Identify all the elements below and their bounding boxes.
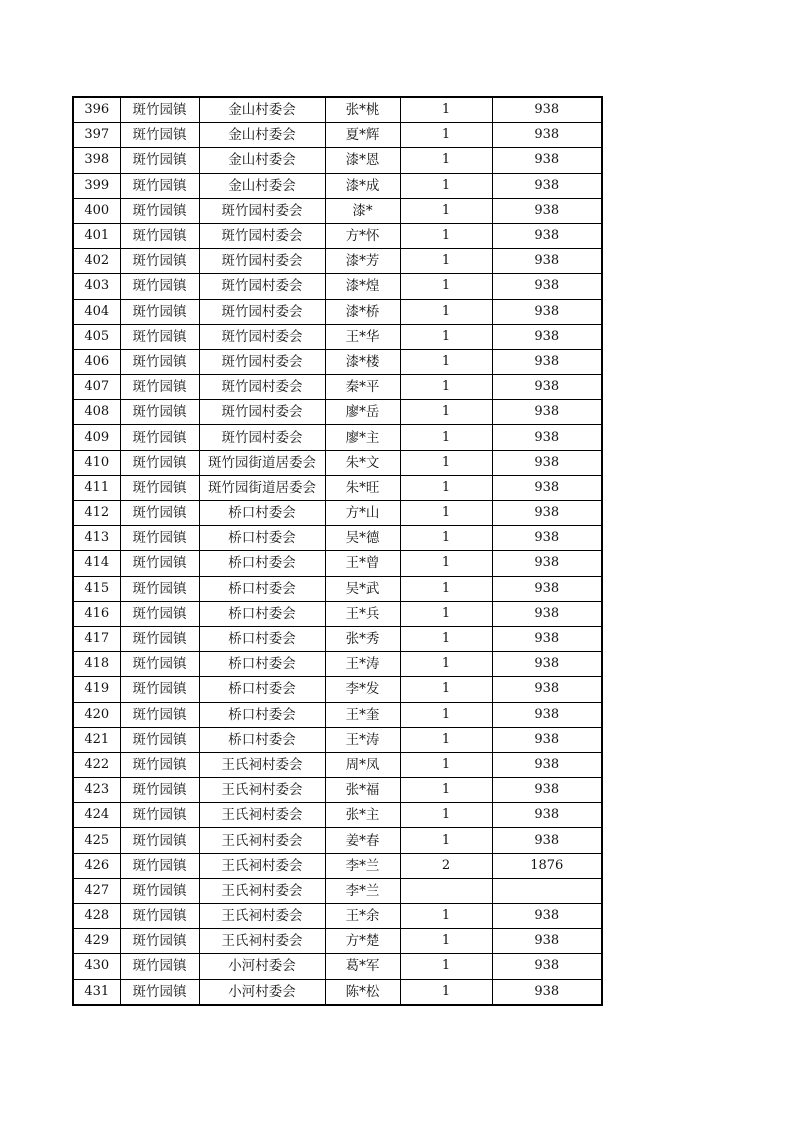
committee-cell: 斑竹园村委会 — [199, 375, 325, 400]
count-cell: 1 — [400, 173, 492, 198]
count-cell: 1 — [400, 123, 492, 148]
amount-cell: 938 — [492, 97, 602, 123]
amount-cell: 938 — [492, 148, 602, 173]
count-cell: 1 — [400, 223, 492, 248]
count-cell: 1 — [400, 904, 492, 929]
amount-cell: 938 — [492, 551, 602, 576]
town-cell: 斑竹园镇 — [120, 878, 199, 903]
name-cell: 漆*桥 — [325, 299, 400, 324]
name-cell: 方*楚 — [325, 929, 400, 954]
row-number-cell: 416 — [73, 601, 120, 626]
amount-cell: 938 — [492, 677, 602, 702]
table-row — [73, 677, 602, 702]
count-cell: 1 — [400, 400, 492, 425]
town-cell: 斑竹园镇 — [120, 727, 199, 752]
committee-cell: 斑竹园村委会 — [199, 299, 325, 324]
town-cell: 斑竹园镇 — [120, 173, 199, 198]
committee-cell: 桥口村委会 — [199, 677, 325, 702]
committee-cell: 王氏祠村委会 — [199, 828, 325, 853]
name-cell: 陈*松 — [325, 979, 400, 1005]
name-cell: 王*华 — [325, 324, 400, 349]
count-cell: 2 — [400, 853, 492, 878]
count-cell: 1 — [400, 752, 492, 777]
town-cell: 斑竹园镇 — [120, 400, 199, 425]
name-cell: 漆*煌 — [325, 274, 400, 299]
town-cell: 斑竹园镇 — [120, 702, 199, 727]
town-cell: 斑竹园镇 — [120, 778, 199, 803]
amount-cell: 938 — [492, 324, 602, 349]
committee-cell: 桥口村委会 — [199, 727, 325, 752]
table-row — [73, 324, 602, 349]
table-row — [73, 526, 602, 551]
town-cell: 斑竹园镇 — [120, 954, 199, 979]
table-row — [73, 501, 602, 526]
table-row — [73, 551, 602, 576]
town-cell: 斑竹园镇 — [120, 501, 199, 526]
town-cell: 斑竹园镇 — [120, 979, 199, 1005]
row-number-cell: 421 — [73, 727, 120, 752]
committee-cell: 王氏祠村委会 — [199, 904, 325, 929]
table-row — [73, 173, 602, 198]
committee-cell: 王氏祠村委会 — [199, 778, 325, 803]
count-cell: 1 — [400, 828, 492, 853]
town-cell: 斑竹园镇 — [120, 475, 199, 500]
town-cell: 斑竹园镇 — [120, 803, 199, 828]
count-cell: 1 — [400, 526, 492, 551]
committee-cell: 王氏祠村委会 — [199, 853, 325, 878]
row-number-cell: 401 — [73, 223, 120, 248]
table-row — [73, 752, 602, 777]
amount-cell: 938 — [492, 375, 602, 400]
town-cell: 斑竹园镇 — [120, 626, 199, 651]
row-number-cell: 415 — [73, 576, 120, 601]
row-number-cell: 407 — [73, 375, 120, 400]
town-cell: 斑竹园镇 — [120, 828, 199, 853]
count-cell: 1 — [400, 148, 492, 173]
row-number-cell: 403 — [73, 274, 120, 299]
committee-cell: 桥口村委会 — [199, 601, 325, 626]
name-cell: 周*凤 — [325, 752, 400, 777]
row-number-cell: 406 — [73, 349, 120, 374]
count-cell: 1 — [400, 702, 492, 727]
town-cell: 斑竹园镇 — [120, 223, 199, 248]
table-row — [73, 576, 602, 601]
table-row — [73, 878, 602, 903]
committee-cell: 斑竹园村委会 — [199, 198, 325, 223]
row-number-cell: 430 — [73, 954, 120, 979]
amount-cell: 938 — [492, 450, 602, 475]
committee-cell: 金山村委会 — [199, 173, 325, 198]
name-cell: 姜*春 — [325, 828, 400, 853]
row-number-cell: 425 — [73, 828, 120, 853]
table-row — [73, 198, 602, 223]
name-cell: 王*奎 — [325, 702, 400, 727]
table-row — [73, 123, 602, 148]
town-cell: 斑竹园镇 — [120, 551, 199, 576]
town-cell: 斑竹园镇 — [120, 929, 199, 954]
name-cell: 漆*楼 — [325, 349, 400, 374]
row-number-cell: 428 — [73, 904, 120, 929]
count-cell: 1 — [400, 778, 492, 803]
town-cell: 斑竹园镇 — [120, 148, 199, 173]
amount-cell: 938 — [492, 475, 602, 500]
count-cell: 1 — [400, 601, 492, 626]
committee-cell: 桥口村委会 — [199, 526, 325, 551]
name-cell: 张*主 — [325, 803, 400, 828]
count-cell: 1 — [400, 626, 492, 651]
name-cell: 漆*成 — [325, 173, 400, 198]
name-cell: 朱*文 — [325, 450, 400, 475]
committee-cell: 斑竹园村委会 — [199, 324, 325, 349]
name-cell: 漆*芳 — [325, 249, 400, 274]
row-number-cell: 420 — [73, 702, 120, 727]
count-cell: 1 — [400, 349, 492, 374]
table-row — [73, 778, 602, 803]
table-row — [73, 652, 602, 677]
name-cell: 廖*主 — [325, 425, 400, 450]
count-cell: 1 — [400, 475, 492, 500]
town-cell: 斑竹园镇 — [120, 526, 199, 551]
table-row — [73, 727, 602, 752]
count-cell: 1 — [400, 375, 492, 400]
committee-cell: 王氏祠村委会 — [199, 878, 325, 903]
amount-cell: 938 — [492, 601, 602, 626]
town-cell: 斑竹园镇 — [120, 324, 199, 349]
committee-cell: 小河村委会 — [199, 954, 325, 979]
committee-cell: 桥口村委会 — [199, 576, 325, 601]
row-number-cell: 412 — [73, 501, 120, 526]
count-cell: 1 — [400, 97, 492, 123]
count-cell: 1 — [400, 450, 492, 475]
amount-cell: 938 — [492, 929, 602, 954]
town-cell: 斑竹园镇 — [120, 425, 199, 450]
name-cell: 李*兰 — [325, 878, 400, 903]
town-cell: 斑竹园镇 — [120, 677, 199, 702]
town-cell: 斑竹园镇 — [120, 97, 199, 123]
town-cell: 斑竹园镇 — [120, 853, 199, 878]
name-cell: 方*山 — [325, 501, 400, 526]
amount-cell: 938 — [492, 979, 602, 1005]
amount-cell: 938 — [492, 123, 602, 148]
amount-cell: 938 — [492, 778, 602, 803]
amount-cell: 938 — [492, 249, 602, 274]
count-cell: 1 — [400, 929, 492, 954]
row-number-cell: 402 — [73, 249, 120, 274]
count-cell: 1 — [400, 501, 492, 526]
table-row — [73, 223, 602, 248]
count-cell: 1 — [400, 652, 492, 677]
committee-cell: 斑竹园村委会 — [199, 274, 325, 299]
name-cell: 吴*武 — [325, 576, 400, 601]
table-row — [73, 803, 602, 828]
table-row — [73, 979, 602, 1005]
row-number-cell: 410 — [73, 450, 120, 475]
amount-cell: 938 — [492, 828, 602, 853]
committee-cell: 桥口村委会 — [199, 501, 325, 526]
row-number-cell: 423 — [73, 778, 120, 803]
row-number-cell: 404 — [73, 299, 120, 324]
count-cell: 1 — [400, 299, 492, 324]
table-row — [73, 702, 602, 727]
committee-cell: 斑竹园村委会 — [199, 349, 325, 374]
town-cell: 斑竹园镇 — [120, 274, 199, 299]
name-cell: 廖*岳 — [325, 400, 400, 425]
row-number-cell: 426 — [73, 853, 120, 878]
town-cell: 斑竹园镇 — [120, 249, 199, 274]
table-row — [73, 299, 602, 324]
town-cell: 斑竹园镇 — [120, 349, 199, 374]
row-number-cell: 397 — [73, 123, 120, 148]
amount-cell: 938 — [492, 223, 602, 248]
table-row — [73, 450, 602, 475]
row-number-cell: 431 — [73, 979, 120, 1005]
committee-cell: 斑竹园街道居委会 — [199, 475, 325, 500]
amount-cell: 938 — [492, 198, 602, 223]
count-cell: 1 — [400, 274, 492, 299]
table-row — [73, 349, 602, 374]
amount-cell: 938 — [492, 727, 602, 752]
committee-cell: 斑竹园村委会 — [199, 223, 325, 248]
row-number-cell: 409 — [73, 425, 120, 450]
table-row — [73, 828, 602, 853]
row-number-cell: 424 — [73, 803, 120, 828]
row-number-cell: 429 — [73, 929, 120, 954]
table-row — [73, 97, 602, 123]
town-cell: 斑竹园镇 — [120, 299, 199, 324]
count-cell — [400, 878, 492, 903]
town-cell: 斑竹园镇 — [120, 576, 199, 601]
amount-cell: 938 — [492, 425, 602, 450]
amount-cell: 1876 — [492, 853, 602, 878]
table-row — [73, 929, 602, 954]
name-cell: 秦*平 — [325, 375, 400, 400]
row-number-cell: 427 — [73, 878, 120, 903]
name-cell: 张*桃 — [325, 97, 400, 123]
committee-cell: 王氏祠村委会 — [199, 803, 325, 828]
row-number-cell: 396 — [73, 97, 120, 123]
row-number-cell: 398 — [73, 148, 120, 173]
committee-cell: 桥口村委会 — [199, 702, 325, 727]
count-cell: 1 — [400, 249, 492, 274]
committee-cell: 桥口村委会 — [199, 626, 325, 651]
amount-cell — [492, 878, 602, 903]
table-row — [73, 375, 602, 400]
name-cell: 李*发 — [325, 677, 400, 702]
name-cell: 王*涛 — [325, 727, 400, 752]
amount-cell: 938 — [492, 299, 602, 324]
name-cell: 张*福 — [325, 778, 400, 803]
amount-cell: 938 — [492, 702, 602, 727]
row-number-cell: 413 — [73, 526, 120, 551]
row-number-cell: 414 — [73, 551, 120, 576]
name-cell: 王*兵 — [325, 601, 400, 626]
count-cell: 1 — [400, 803, 492, 828]
row-number-cell: 422 — [73, 752, 120, 777]
amount-cell: 938 — [492, 400, 602, 425]
committee-cell: 斑竹园街道居委会 — [199, 450, 325, 475]
amount-cell: 938 — [492, 501, 602, 526]
amount-cell: 938 — [492, 526, 602, 551]
table-row — [73, 601, 602, 626]
committee-cell: 金山村委会 — [199, 148, 325, 173]
table-row — [73, 400, 602, 425]
town-cell: 斑竹园镇 — [120, 375, 199, 400]
town-cell: 斑竹园镇 — [120, 652, 199, 677]
count-cell: 1 — [400, 954, 492, 979]
town-cell: 斑竹园镇 — [120, 601, 199, 626]
name-cell: 张*秀 — [325, 626, 400, 651]
row-number-cell: 417 — [73, 626, 120, 651]
committee-cell: 王氏祠村委会 — [199, 929, 325, 954]
row-number-cell: 400 — [73, 198, 120, 223]
data-table — [72, 96, 603, 1006]
town-cell: 斑竹园镇 — [120, 123, 199, 148]
committee-cell: 桥口村委会 — [199, 551, 325, 576]
table-row — [73, 626, 602, 651]
name-cell: 方*怀 — [325, 223, 400, 248]
name-cell: 漆*恩 — [325, 148, 400, 173]
table-row — [73, 475, 602, 500]
amount-cell: 938 — [492, 904, 602, 929]
town-cell: 斑竹园镇 — [120, 198, 199, 223]
town-cell: 斑竹园镇 — [120, 904, 199, 929]
committee-cell: 斑竹园村委会 — [199, 400, 325, 425]
committee-cell: 桥口村委会 — [199, 652, 325, 677]
name-cell: 王*余 — [325, 904, 400, 929]
committee-cell: 王氏祠村委会 — [199, 752, 325, 777]
count-cell: 1 — [400, 425, 492, 450]
row-number-cell: 408 — [73, 400, 120, 425]
count-cell: 1 — [400, 198, 492, 223]
committee-cell: 小河村委会 — [199, 979, 325, 1005]
table-row — [73, 954, 602, 979]
committee-cell: 金山村委会 — [199, 97, 325, 123]
name-cell: 夏*辉 — [325, 123, 400, 148]
committee-cell: 金山村委会 — [199, 123, 325, 148]
name-cell: 漆* — [325, 198, 400, 223]
count-cell: 1 — [400, 727, 492, 752]
table-row — [73, 853, 602, 878]
row-number-cell: 405 — [73, 324, 120, 349]
count-cell: 1 — [400, 677, 492, 702]
committee-cell: 斑竹园村委会 — [199, 425, 325, 450]
count-cell: 1 — [400, 576, 492, 601]
amount-cell: 938 — [492, 173, 602, 198]
amount-cell: 938 — [492, 626, 602, 651]
table-row — [73, 274, 602, 299]
count-cell: 1 — [400, 551, 492, 576]
row-number-cell: 399 — [73, 173, 120, 198]
committee-cell: 斑竹园村委会 — [199, 249, 325, 274]
town-cell: 斑竹园镇 — [120, 450, 199, 475]
amount-cell: 938 — [492, 752, 602, 777]
amount-cell: 938 — [492, 652, 602, 677]
table-row — [73, 425, 602, 450]
name-cell: 王*曾 — [325, 551, 400, 576]
table-row — [73, 904, 602, 929]
town-cell: 斑竹园镇 — [120, 752, 199, 777]
amount-cell: 938 — [492, 349, 602, 374]
name-cell: 葛*军 — [325, 954, 400, 979]
name-cell: 朱*旺 — [325, 475, 400, 500]
amount-cell: 938 — [492, 274, 602, 299]
row-number-cell: 418 — [73, 652, 120, 677]
name-cell: 李*兰 — [325, 853, 400, 878]
count-cell: 1 — [400, 979, 492, 1005]
amount-cell: 938 — [492, 576, 602, 601]
table-row — [73, 249, 602, 274]
name-cell: 吴*德 — [325, 526, 400, 551]
amount-cell: 938 — [492, 954, 602, 979]
row-number-cell: 411 — [73, 475, 120, 500]
count-cell: 1 — [400, 324, 492, 349]
table-row — [73, 148, 602, 173]
name-cell: 王*涛 — [325, 652, 400, 677]
table-body — [73, 97, 602, 1005]
amount-cell: 938 — [492, 803, 602, 828]
row-number-cell: 419 — [73, 677, 120, 702]
